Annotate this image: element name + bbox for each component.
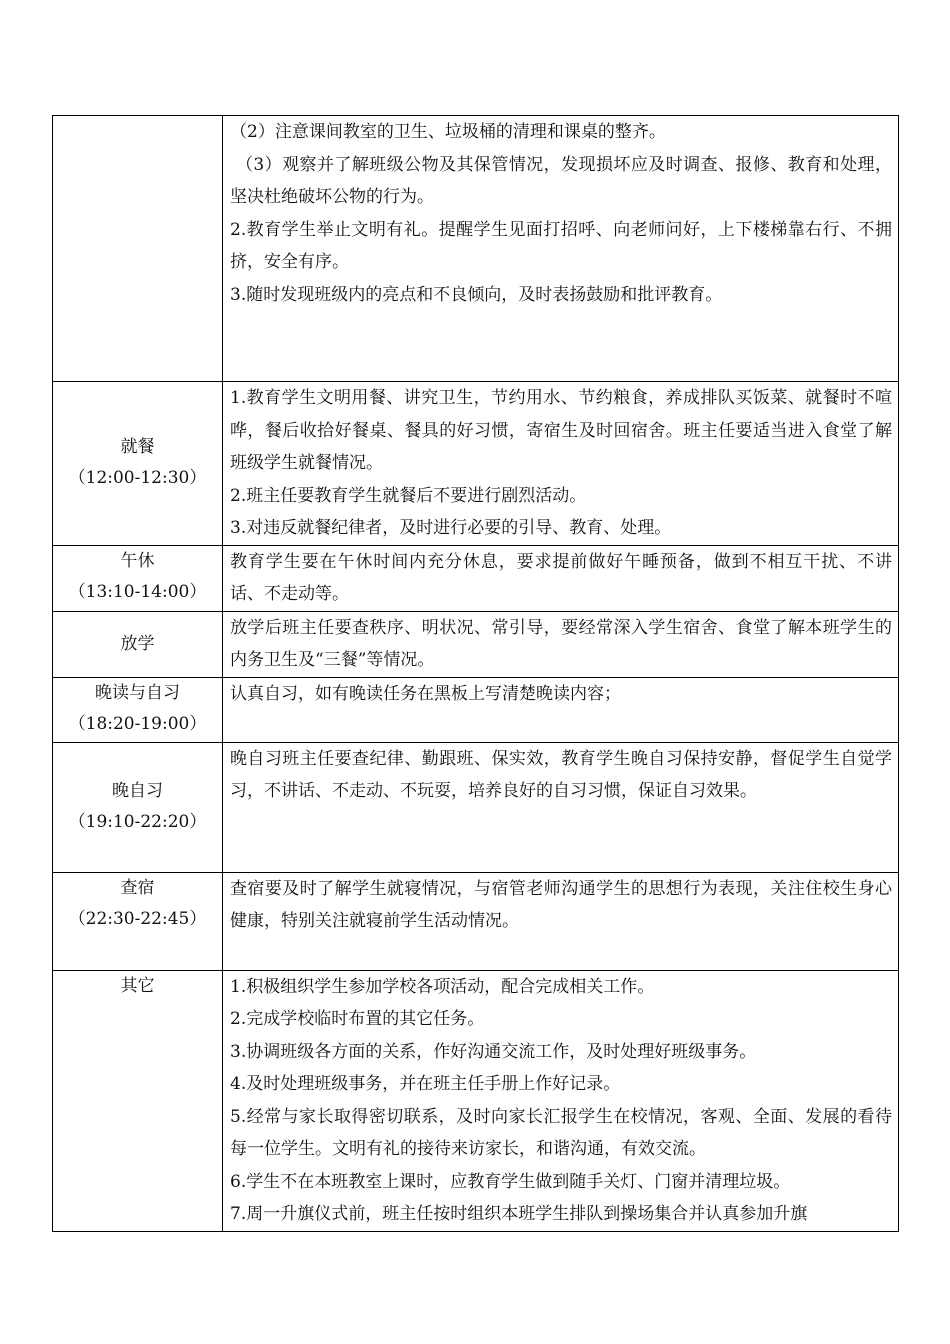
row-content-cell xyxy=(223,677,899,742)
paragraph: 5.经常与家长取得密切联系，及时向家长汇报学生在校情况，客观、全面、发展的看待每一位学生。文明有礼的接待来访家长，和谐沟通，有效交流。 xyxy=(230,1106,892,1159)
row-content-cell xyxy=(223,382,899,546)
paragraph: 1.积极组织学生参加学校各项活动，配合完成相关工作。 xyxy=(230,976,655,997)
paragraph: （2）注意课间教室的卫生、垃圾桶的清理和课桌的整齐。 xyxy=(230,122,666,142)
paragraph: 2.班主任要教育学生就餐后不要进行剧烈活动。 xyxy=(230,485,587,506)
activity-time: （13:10-14:00） xyxy=(68,581,207,602)
table-row xyxy=(53,382,899,546)
paragraph: 放学后班主任要查秩序、明状况、常引导，要经常深入学生宿舍、食堂了解本班学生的内务卫生及“三餐”等情况。 xyxy=(230,617,892,670)
duty-schedule-table xyxy=(52,115,899,1232)
row-content-cell xyxy=(223,742,899,872)
activity-name: 晚读与自习 xyxy=(95,682,180,703)
table-row xyxy=(53,611,899,677)
paragraph: 2.完成学校临时布置的其它任务。 xyxy=(230,1009,485,1029)
activity-time: （19:10-22:20） xyxy=(68,812,207,832)
row-label-cell xyxy=(53,742,223,872)
paragraph: 3.对违反就餐纪律者，及时进行必要的引导、教育、处理。 xyxy=(230,518,672,538)
row-content-cell xyxy=(223,545,899,611)
row-label-cell xyxy=(53,116,223,382)
row-label-cell xyxy=(53,970,223,1231)
row-content-cell xyxy=(223,872,899,970)
paragraph: （3）观察并了解班级公物及其保管情况，发现损坏应及时调查、报修、教育和处理，坚决杜绝破坏公物的行为。 xyxy=(230,154,892,207)
table-row xyxy=(53,872,899,970)
row-label-cell xyxy=(53,677,223,742)
table-row xyxy=(53,116,899,382)
row-content-cell xyxy=(223,611,899,677)
activity-name: 其它 xyxy=(120,975,155,996)
paragraph: 1.教育学生文明用餐、讲究卫生，节约用水、节约粮食，养成排队买饭菜、就餐时不喧哗，餐后收拾好餐桌、餐具的好习惯，寄宿生及时回宿舍。班主任要适当进入食堂了解班级学生就餐情况。 xyxy=(230,388,892,473)
row-label-cell xyxy=(53,545,223,611)
row-label-cell xyxy=(53,611,223,677)
paragraph: 教育学生要在午休时间内充分休息，要求提前做好午睡预备，做到不相互干扰、不讲话、不走动等。 xyxy=(230,551,892,604)
table-row xyxy=(53,545,899,611)
row-label-cell xyxy=(53,382,223,546)
activity-name: 晚自习 xyxy=(112,781,163,801)
paragraph: 3.随时发现班级内的亮点和不良倾向，及时表扬鼓励和批评教育。 xyxy=(230,284,723,305)
activity-time: （12:00-12:30） xyxy=(68,468,207,489)
activity-time: （22:30-22:45） xyxy=(68,908,207,929)
table-row xyxy=(53,742,899,872)
paragraph: 3.协调班级各方面的关系，作好沟通交流工作，及时处理好班级事务。 xyxy=(230,1041,757,1062)
row-content-cell xyxy=(223,116,899,382)
paragraph: 查宿要及时了解学生就寝情况，与宿管老师沟通学生的思想行为表现，关注住校生身心健康，特别关注就寝前学生活动情况。 xyxy=(230,878,892,931)
activity-name: 查宿 xyxy=(120,877,155,898)
row-content-cell xyxy=(223,970,899,1231)
paragraph: 2.教育学生举止文明有礼。提醒学生见面打招呼、向老师问好，上下楼梯靠右行、不拥挤，安全有序。 xyxy=(230,219,892,272)
paragraph: 晚自习班主任要查纪律、勤跟班、保实效，教育学生晚自习保持安静，督促学生自觉学习，不讲话、不走动、不玩耍，培养良好的自习习惯，保证自习效果。 xyxy=(230,748,892,801)
paragraph: 7.周一升旗仪式前，班主任按时组织本班学生排队到操场集合并认真参加升旗 xyxy=(230,1204,808,1224)
row-label-cell xyxy=(53,872,223,970)
paragraph: 6.学生不在本班教室上课时，应教育学生做到随手关灯、门窗并清理垃圾。 xyxy=(230,1171,791,1192)
paragraph: 认真自习，如有晚读任务在黑板上写清楚晚读内容； xyxy=(230,683,621,704)
table-row xyxy=(53,970,899,1231)
activity-time: （18:20-19:00） xyxy=(68,713,207,734)
activity-name: 放学 xyxy=(120,633,155,654)
paragraph: 4.及时处理班级事务，并在班主任手册上作好记录。 xyxy=(230,1074,621,1094)
table-row xyxy=(53,677,899,742)
activity-name: 就餐 xyxy=(120,437,155,458)
activity-name: 午休 xyxy=(120,550,155,571)
